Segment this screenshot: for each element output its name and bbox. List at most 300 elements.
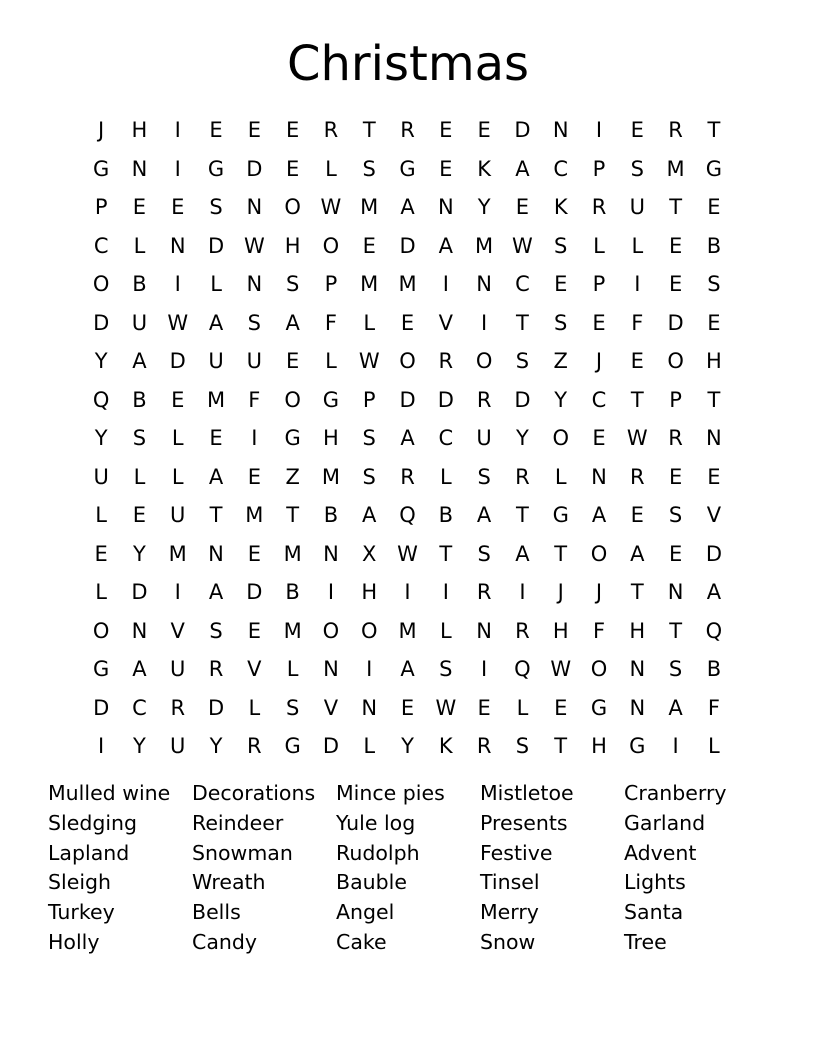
grid-letter[interactable]: Y [477,195,491,219]
grid-letter[interactable]: I [519,580,526,604]
grid-letter[interactable]: H [323,426,339,450]
grid-letter[interactable]: M [283,618,302,643]
grid-letter[interactable]: A [400,195,415,219]
grid-letter[interactable]: B [132,272,147,296]
grid-letter[interactable]: I [366,657,373,681]
grid-letter[interactable]: W [435,695,457,720]
grid-letter[interactable]: A [668,695,683,720]
grid-letter[interactable]: A [132,349,147,373]
grid-letter[interactable]: E [630,118,644,142]
grid-letter[interactable]: I [672,734,679,758]
grid-letter[interactable]: E [439,118,453,142]
grid-letter[interactable]: B [132,387,147,412]
grid-letter[interactable]: L [133,464,146,489]
grid-letter[interactable]: E [515,195,530,219]
grid-letter[interactable]: H [552,618,569,643]
grid-letter[interactable]: D [207,695,225,720]
grid-letter[interactable]: U [170,657,186,681]
grid-letter[interactable]: I [595,118,603,142]
grid-letter[interactable]: Y [94,349,108,373]
grid-letter[interactable]: L [248,695,261,720]
grid-letter[interactable]: A [630,541,645,566]
grid-letter[interactable]: I [634,272,641,296]
grid-letter[interactable]: U [93,464,109,489]
grid-letter[interactable]: W [320,195,342,219]
grid-letter[interactable]: V [323,695,339,720]
grid-letter[interactable]: Q [399,503,416,527]
grid-letter[interactable]: V [438,310,453,335]
grid-letter[interactable]: L [95,580,107,604]
grid-letter[interactable]: T [707,118,721,142]
grid-letter[interactable]: B [706,657,722,681]
grid-letter[interactable]: E [285,118,300,142]
grid-letter[interactable]: D [246,580,263,604]
grid-letter[interactable]: S [707,272,721,296]
grid-letter[interactable]: A [400,657,415,681]
grid-letter[interactable]: N [476,272,492,296]
grid-letter[interactable]: E [285,156,300,181]
grid-letter[interactable]: E [247,464,261,489]
grid-letter[interactable]: C [438,426,454,450]
grid-letter[interactable]: U [131,310,148,335]
grid-letter[interactable]: N [591,464,607,489]
grid-letter[interactable]: A [476,503,492,527]
grid-letter[interactable]: J [595,349,603,373]
grid-letter[interactable]: W [397,541,418,566]
grid-letter[interactable]: H [591,734,607,758]
grid-letter[interactable]: M [360,195,379,219]
grid-letter[interactable]: L [210,272,222,296]
grid-letter[interactable]: S [362,426,376,450]
grid-letter[interactable]: E [94,541,108,566]
grid-letter[interactable]: N [476,618,492,643]
grid-letter[interactable]: H [284,233,301,258]
grid-letter[interactable]: R [591,195,607,219]
grid-letter[interactable]: R [515,618,530,643]
grid-letter[interactable]: M [283,541,302,566]
grid-letter[interactable]: E [132,195,147,219]
grid-letter[interactable]: O [399,349,416,373]
grid-letter[interactable]: M [321,464,340,489]
grid-letter[interactable]: I [404,580,411,604]
grid-letter[interactable]: F [707,695,720,720]
grid-letter[interactable]: P [669,387,682,412]
grid-letter[interactable]: T [669,618,683,643]
grid-letter[interactable]: M [206,387,226,412]
grid-letter[interactable]: S [668,657,683,681]
grid-letter[interactable]: O [322,618,340,643]
grid-letter[interactable]: Y [133,541,146,566]
grid-letter[interactable]: G [590,695,608,720]
grid-letter[interactable]: N [208,541,224,566]
grid-letter[interactable]: L [439,618,452,643]
grid-letter[interactable]: V [706,503,722,527]
grid-letter[interactable]: S [209,195,223,219]
grid-letter[interactable]: I [442,272,449,296]
grid-letter[interactable]: R [476,387,492,412]
grid-letter[interactable]: S [630,156,644,181]
grid-row [82,227,733,266]
grid-letter[interactable]: V [247,657,262,681]
grid-letter[interactable]: Y [401,734,414,758]
grid-letter[interactable]: E [439,156,453,181]
grid-letter[interactable]: I [98,734,105,758]
grid-letter[interactable]: W [550,657,572,681]
grid-letter[interactable]: R [400,118,415,142]
grid-letter[interactable]: E [630,503,644,527]
grid-letter[interactable]: T [362,118,376,142]
grid-letter[interactable]: O [284,387,301,412]
grid-letter[interactable]: R [323,118,339,142]
grid-letter[interactable]: E [707,464,721,489]
grid-letter[interactable]: E [554,272,568,296]
grid-letter[interactable]: Z [553,349,568,373]
grid-letter[interactable]: I [251,426,258,450]
grid-letter[interactable]: N [169,233,186,258]
grid-letter[interactable]: D [131,580,148,604]
grid-letter[interactable]: W [167,310,189,335]
grid-letter[interactable]: T [554,734,568,758]
grid-letter[interactable]: F [324,310,337,335]
grid-letter[interactable]: J [595,580,603,604]
grid-letter[interactable]: P [94,195,108,219]
grid-letter[interactable]: Y [554,387,568,412]
grid-letter[interactable]: D [514,118,531,142]
grid-letter[interactable]: I [327,580,335,604]
grid-letter[interactable]: M [475,233,494,258]
grid-letter[interactable]: L [171,464,184,489]
grid-letter[interactable]: G [705,156,723,181]
grid-letter[interactable]: M [666,156,685,181]
grid-letter[interactable]: K [438,734,453,758]
grid-letter[interactable]: L [439,464,452,489]
word-column [192,779,336,958]
grid-letter[interactable]: E [247,618,261,643]
grid-letter[interactable]: D [399,233,416,258]
grid-letter[interactable]: N [667,580,684,604]
grid-letter[interactable]: S [132,426,147,450]
grid-letter[interactable]: F [631,310,644,335]
grid-letter[interactable]: I [174,156,181,181]
grid-letter[interactable]: U [208,349,224,373]
grid-letter[interactable]: I [481,657,488,681]
word-item: Mince pies [336,781,445,805]
grid-letter[interactable]: N [629,657,646,681]
grid-letter[interactable]: B [323,503,339,527]
grid-letter[interactable]: G [399,156,416,181]
grid-letter[interactable]: S [668,503,683,527]
grid-letter[interactable]: F [248,387,261,412]
grid-letter[interactable]: L [325,349,337,373]
grid-letter[interactable]: E [668,272,683,296]
grid-letter[interactable]: O [590,657,608,681]
grid-letter[interactable]: D [246,156,263,181]
grid-letter[interactable]: S [209,618,223,643]
grid-letter[interactable]: D [399,387,416,412]
grid-letter[interactable]: A [515,156,530,181]
grid-letter[interactable]: E [477,695,491,720]
grid-letter[interactable]: E [592,426,606,450]
grid-letter[interactable]: K [477,156,491,181]
grid-letter[interactable]: B [285,580,300,604]
grid-letter[interactable]: N [552,118,569,142]
grid-letter[interactable]: G [93,156,110,181]
grid-letter[interactable]: M [168,541,187,566]
grid-letter[interactable]: E [477,118,491,142]
grid-letter[interactable]: M [360,272,379,296]
grid-letter[interactable]: C [591,387,607,412]
grid-letter[interactable]: E [209,118,223,142]
grid-letter[interactable]: N [361,695,378,720]
grid-letter[interactable]: N [629,695,646,720]
grid-letter[interactable]: A [362,503,377,527]
word-item: Reindeer [192,810,284,835]
grid-letter[interactable]: F [592,618,606,643]
grid-letter[interactable]: L [363,310,376,335]
grid-letter[interactable]: N [437,195,454,219]
grid-letter[interactable]: I [174,272,181,296]
grid-letter[interactable]: H [131,118,148,142]
grid-letter[interactable]: A [208,580,224,604]
grid-letter[interactable]: U [629,195,645,219]
grid-letter[interactable]: T [286,503,300,527]
grid-letter[interactable]: J [98,118,105,142]
grid-letter[interactable]: Q [705,618,723,643]
grid-letter[interactable]: S [477,464,491,489]
grid-letter[interactable]: D [169,349,186,373]
grid-letter[interactable]: U [170,503,186,527]
grid-letter[interactable]: L [286,657,299,681]
grid-letter[interactable]: G [284,734,301,758]
grid-letter[interactable]: G [93,657,110,681]
grid-letter[interactable]: D [207,233,225,258]
grid-letter[interactable]: A [706,580,722,604]
word-column [48,779,192,958]
grid-letter[interactable]: L [708,734,720,758]
grid-letter[interactable]: E [247,541,261,566]
grid-letter[interactable]: N [246,195,263,219]
grid-row [82,304,733,343]
grid-letter[interactable]: K [553,195,568,219]
grid-letter[interactable]: T [630,580,644,604]
grid-letter[interactable]: P [592,156,606,181]
grid-letter[interactable]: N [131,618,148,643]
grid-letter[interactable]: A [285,310,300,335]
word-item: Tree [624,929,667,954]
grid-letter[interactable]: L [133,233,146,258]
grid-letter[interactable]: L [325,156,337,181]
grid-letter[interactable]: E [209,426,223,450]
grid-letter[interactable]: S [477,541,491,566]
grid-letter[interactable]: T [516,310,529,335]
word-item: Candy [192,929,258,954]
grid-letter[interactable]: E [247,118,261,142]
grid-letter[interactable]: I [442,580,449,604]
grid-letter[interactable]: N [246,272,263,296]
grid-letter[interactable]: N [323,541,339,566]
grid-letter[interactable]: A [208,310,224,335]
grid-letter[interactable]: L [95,503,107,527]
grid-letter[interactable]: L [171,426,184,450]
grid-letter[interactable]: C [515,272,530,296]
grid-letter[interactable]: O [284,195,301,219]
grid-letter[interactable]: U [170,734,186,758]
grid-letter[interactable]: E [668,464,683,489]
grid-letter[interactable]: A [400,426,415,450]
grid-letter[interactable]: R [400,464,415,489]
grid-letter[interactable]: B [438,503,454,527]
grid-letter[interactable]: T [209,503,223,527]
grid-letter[interactable]: O [322,233,340,258]
grid-letter[interactable]: D [93,310,110,335]
grid-letter[interactable]: E [362,233,376,258]
grid-letter[interactable]: Y [209,734,223,758]
grid-letter[interactable]: O [552,426,569,450]
grid-letter[interactable]: R [476,734,492,758]
grid-letter[interactable]: G [552,503,569,527]
grid-letter[interactable]: D [437,387,454,412]
grid-letter[interactable]: N [706,426,722,450]
grid-letter[interactable]: R [476,580,492,604]
grid-letter[interactable]: E [592,310,606,335]
grid-letter[interactable]: O [590,541,608,566]
grid-letter[interactable]: Q [514,657,531,681]
grid-letter[interactable]: T [630,387,644,412]
grid-letter[interactable]: R [247,734,262,758]
grid-letter[interactable]: L [363,734,376,758]
grid-letter[interactable]: S [362,464,376,489]
word-item: Holly [48,929,100,954]
grid-letter[interactable]: S [554,310,568,335]
grid-letter[interactable]: Q [92,387,110,412]
grid-letter[interactable]: S [247,310,261,335]
grid-letter[interactable]: E [171,387,185,412]
grid-letter[interactable]: D [322,734,340,758]
grid-letter[interactable]: Y [94,426,108,450]
grid-letter[interactable]: L [631,233,644,258]
grid-letter[interactable]: R [668,118,683,142]
grid-letter[interactable]: G [322,387,340,412]
grid-letter[interactable]: D [93,695,110,720]
grid-letter[interactable]: H [361,580,378,604]
grid-letter[interactable]: L [593,233,605,258]
grid-letter[interactable]: D [705,541,722,566]
grid-letter[interactable]: W [243,233,265,258]
grid-letter[interactable]: E [707,310,721,335]
grid-letter[interactable]: J [557,580,564,604]
grid-letter[interactable]: H [706,349,722,373]
grid-letter[interactable]: E [400,310,415,335]
grid-letter[interactable]: E [630,349,644,373]
grid-letter[interactable]: P [592,272,606,296]
grid-letter[interactable]: Y [516,426,529,450]
grid-letter[interactable]: N [323,657,339,681]
grid-letter[interactable]: L [554,464,567,489]
grid-letter[interactable]: E [132,503,147,527]
grid-letter[interactable]: G [284,426,301,450]
grid-letter[interactable]: S [362,156,376,181]
grid-letter[interactable]: Y [133,734,146,758]
grid-letter[interactable]: T [707,387,721,412]
grid-letter[interactable]: G [207,156,225,181]
grid-letter[interactable]: P [362,387,376,412]
grid-letter[interactable]: I [174,580,181,604]
grid-letter[interactable]: N [131,156,148,181]
grid-letter[interactable]: E [707,195,721,219]
grid-letter[interactable]: R [170,695,186,720]
grid-letter[interactable]: S [515,349,530,373]
grid-letter[interactable]: E [668,233,683,258]
grid-letter[interactable]: O [92,272,110,296]
grid-letter[interactable]: C [132,695,147,720]
grid-letter[interactable]: W [512,233,533,258]
grid-letter[interactable]: B [706,233,722,258]
grid-letter[interactable]: M [398,272,417,296]
grid-letter[interactable]: X [362,541,377,566]
grid-letter[interactable]: C [553,156,569,181]
grid-letter[interactable]: R [668,426,683,450]
grid-letter[interactable]: E [171,195,185,219]
word-column [624,779,768,958]
grid-letter[interactable]: V [170,618,185,643]
grid-letter[interactable]: Z [285,464,300,489]
grid-letter[interactable]: D [667,310,684,335]
grid-letter[interactable]: C [93,233,109,258]
grid-letter[interactable]: A [515,541,530,566]
grid-letter[interactable]: E [668,541,683,566]
grid-letter[interactable]: O [475,349,493,373]
grid-letter[interactable]: R [630,464,645,489]
grid-letter[interactable]: M [245,503,264,527]
grid-letter[interactable]: S [439,657,453,681]
grid-letter[interactable]: G [629,734,646,758]
grid-letter[interactable]: T [439,541,453,566]
grid-letter[interactable]: A [208,464,224,489]
grid-letter[interactable]: S [554,233,568,258]
grid-letter[interactable]: A [132,657,147,681]
grid-letter[interactable]: W [358,349,380,373]
grid-letter[interactable]: L [516,695,529,720]
grid-letter[interactable]: D [514,387,531,412]
grid-letter[interactable]: H [629,618,646,643]
grid-letter[interactable]: O [92,618,110,643]
grid-letter[interactable]: E [554,695,568,720]
grid-letter[interactable]: P [324,272,338,296]
grid-letter[interactable]: S [515,734,530,758]
grid-letter[interactable]: A [591,503,607,527]
grid-letter[interactable]: R [208,657,224,681]
grid-letter[interactable]: A [438,233,453,258]
grid-letter[interactable]: M [398,618,417,643]
grid-letter[interactable]: O [667,349,684,373]
grid-letter[interactable]: T [669,195,683,219]
grid-letter[interactable]: W [626,426,648,450]
grid-letter[interactable]: R [515,464,530,489]
grid-letter[interactable]: E [285,349,300,373]
grid-letter[interactable]: S [285,272,300,296]
grid-letter[interactable]: O [360,618,378,643]
grid-letter[interactable]: E [400,695,415,720]
grid-letter[interactable]: S [285,695,300,720]
grid-letter[interactable]: U [246,349,263,373]
grid-letter[interactable]: I [174,118,181,142]
grid-letter[interactable]: U [476,426,492,450]
grid-letter[interactable]: T [516,503,529,527]
grid-letter[interactable]: I [481,310,488,335]
grid-letter[interactable]: R [438,349,454,373]
grid-letter[interactable]: T [554,541,568,566]
word-list [48,779,768,958]
